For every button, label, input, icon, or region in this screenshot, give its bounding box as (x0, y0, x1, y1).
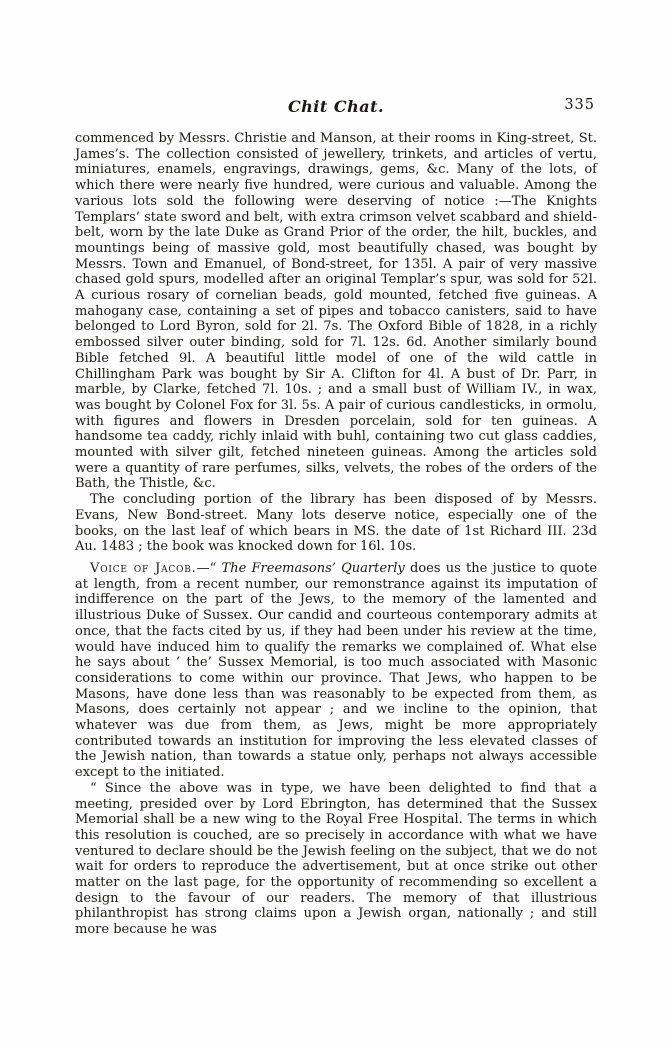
paragraph-auction-sale: commenced by Messrs. Christie and Manson, at their rooms in King-street, St. James’s. The collection consisted of jewellery, trinkets, and articles of vertu, miniatures, enamels, engravings, drawings, gems, &c. Many of the lots, of which there were nearly five hundred, were curious and valuable. Among the various lots sold the following were deserving of notice :—The Knights Templars’ state sword and belt, with extra crimson velvet scabbard and shield-belt, worn by the late Duke as Grand Prior of the order, the hilt, buckles, and mountings being of massive gold, most beautifully chased, was bought by Messrs. Town and Emanuel, of Bond-street, for 135l. A pair of very massive chased gold spurs, modelled after an original Templar’s spur, was sold for 52l. A curious rosary of cornelian beads, gold mounted, fetched five guineas. A mahogany case, containing a set of pipes and tobacco canisters, said to have belonged to Lord Byron, sold for 2l. 7s. The Oxford Bible of 1828, in a richly embossed silver outer binding, sold for 7l. 12s. 6d. Another similarly bound Bible fetched 9l. A beautiful little model of one of the wild cattle in Chillingham Park was bought by Sir A. Clifton for 4l. A bust of Dr. Parr, in marble, by Clarke, fetched 7l. 10s. ; and a small bust of William IV., in wax, was bought by Colonel Fox for 3l. 5s. A pair of curious candlesticks, in ormolu, with figures and flowers in Dresden porcelain, sold for ten guineas. A handsome tea caddy, richly inlaid with buhl, containing two cut glass caddies, mounted with silver gilt, fetched nineteen guineas. Among the articles sold were a quantity of rare perfumes, silks, velvets, the robes of the orders of the Bath, the Thistle, &c. (75, 131, 597, 492)
voice-of-jacob-connector: —“ (196, 560, 222, 576)
page-number: 335 (564, 97, 595, 113)
paragraph-voice-of-jacob (75, 561, 597, 781)
paragraph-library-sale: The concluding portion of the library has been disposed of by Messrs. Evans, New Bond-street. Many lots deserve notice, especially one of the books, on the last leaf of which bears in MS. the date of 1st Richard III. 23d Au. 1483 ; the book was knocked down for 16l. 10s. (75, 492, 597, 555)
page-header (75, 97, 597, 117)
article-body (75, 131, 597, 938)
freemasons-quarterly-title: The Freemasons’ Quarterly (221, 560, 405, 576)
paragraph-sussex-memorial: “ Since the above was in type, we have been delighted to find that a meeting, presided over by Lord Ebrington, has determined that the Sussex Memorial shall be a new wing to the Royal Free Hospital. The terms in which this resolution is couched, are so precisely in accordance with what we have ventured to declare should be the Jewish feeling on the subject, that we do not wait for orders to reproduce the advertisement, but at once strike out other matter on the last page, for the opportunity of recommending so excellent a design to the favour of our readers. The memory of that illustrious philanthropist has strong claims upon a Jewish organ, nationally ; and still more because he was (75, 780, 597, 938)
running-title: Chit Chat. (287, 97, 385, 116)
voice-of-jacob-lead: Voice of Jacob. (90, 560, 197, 576)
voice-of-jacob-text: does us the justice to quote at length, from a recent number, our remonstrance against its imputation of indifference on the part of the Jews, to the memory of the lamented and illustrious Duke of Sussex. Our candid and courteous contemporary admits at once, that the facts cited by us, if they had been under his review at the time, would have induced him to qualify the remarks we complained of. What else he says about ‘ the’ Sussex Memorial, is too much associated with Masonic considerations to come within our province. That Jews, who happen to be Masons, have done less than was reasonably to be expected from them, as Masons, does certainly not appear ; and we incline to the opinion, that whatever was due from them, as Jews, might be more appropriately contributed towards an institution for improving the less elevated classes of the Jewish nation, than towards a statue only, perhaps not always accessible except to the initiated. (75, 560, 598, 781)
